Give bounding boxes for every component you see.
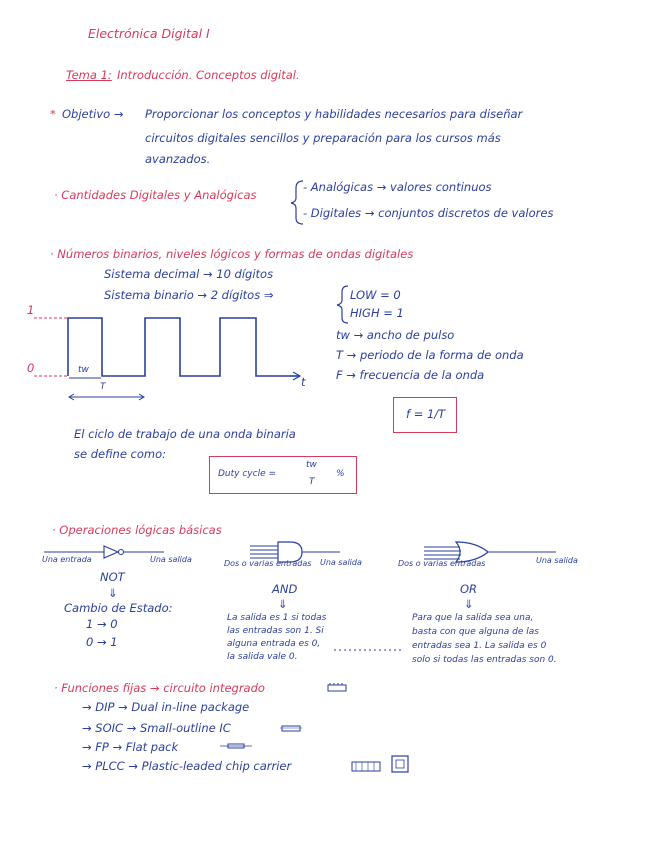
funciones-item-soic: → SOIC → Small-outline IC [82,721,231,735]
or-desc-1: Para que la salida sea una, [412,613,534,623]
duty-numerator: tw [306,460,317,470]
and-desc-3: alguna entrada es 0, [227,639,321,649]
objetivo-label: Objetivo → [62,107,124,121]
or-gate [456,542,488,562]
duty-label: Duty cycle = [218,469,277,479]
def-period: T → periodo de la forma de onda [336,348,524,362]
cycle-text-2: se define como: [74,447,167,461]
def-frequency: F → frecuencia de la onda [336,368,485,382]
and-arrow: ⇓ [278,597,288,611]
soic-package-sketch [280,726,302,731]
cantidades-brace [291,181,303,224]
and-gate [278,542,302,562]
dip-package-sketch [328,683,346,691]
tema-text: Introducción. Conceptos digital. [117,68,300,82]
binario-brace [337,286,348,323]
plcc-package-sketch [352,756,408,772]
funciones-item-fp: → FP → Flat pack [82,740,179,754]
or-output-label: Una salida [536,556,578,565]
not-desc-3: 0 → 1 [86,635,118,649]
period-label: T [100,382,106,392]
sistema-decimal: Sistema decimal → 10 dígitos [104,267,274,281]
or-desc-3: entradas sea 1. La salida es 0 [412,641,547,651]
funciones-item-plcc: → PLCC → Plastic-leaded chip carrier [82,759,292,773]
or-desc-2: basta con que alguna de las [412,627,539,637]
funciones-heading: · Funciones fijas → circuito integrado [54,681,265,695]
operaciones-heading: · Operaciones lógicas básicas [52,523,222,537]
tema-label: Tema 1: [66,68,112,82]
funciones-item-dip: → DIP → Dual in-line package [82,700,250,714]
not-input-label: Una entrada [42,555,92,564]
or-input-label: Dos o varias entradas [398,559,486,568]
and-desc-1: La salida es 1 si todas [227,613,327,623]
bullet-star: * [50,107,56,121]
level-1-label: 1 [27,303,35,317]
def-tw: tw → ancho de pulso [336,328,455,342]
not-output-label: Una salida [150,555,192,564]
and-desc-2: las entradas son 1. Si [227,626,324,636]
binarios-heading: · Números binarios, niveles lógicos y formas de ondas digitales [50,247,414,261]
fp-package-sketch [220,744,252,748]
not-desc-2: 1 → 0 [86,617,118,631]
square-wave [68,318,300,376]
objetivo-line-2: circuitos digitales sencillos y preparación para los cursos más [145,131,501,145]
cycle-text-1: El ciclo de trabajo de una onda binaria [74,427,296,441]
cantidades-heading: · Cantidades Digitales y Analógicas [54,188,257,202]
and-desc-4: la salida vale 0. [227,652,298,662]
or-desc-4: solo si todas las entradas son 0. [412,655,557,665]
page-title: Electrónica Digital I [88,26,210,41]
low-value: LOW = 0 [350,288,401,302]
time-axis-label: t [301,375,306,389]
tw-label: tw [78,365,89,375]
duty-denominator: T [309,477,315,487]
not-gate [104,546,118,558]
or-arrow: ⇓ [464,597,474,611]
not-arrow: ⇓ [108,586,118,600]
duty-percent: % [336,469,345,479]
objetivo-line-3: avanzados. [145,152,211,166]
cantidades-digital: - Digitales → conjuntos discretos de valores [303,206,554,220]
sistema-binario: Sistema binario → 2 dígitos ⇒ [104,288,274,302]
and-input-label: Dos o varias entradas [224,559,312,568]
level-0-label: 0 [27,361,35,375]
and-name: AND [272,582,298,596]
objetivo-line-1: Proporcionar los conceptos y habilidades necesarios para diseñar [145,107,523,121]
or-name: OR [460,582,478,596]
not-name: NOT [100,570,125,584]
high-value: HIGH = 1 [350,306,404,320]
not-desc-1: Cambio de Estado: [64,601,173,615]
and-output-label: Una salida [320,558,362,567]
cantidades-analog: - Analógicas → valores continuos [303,180,492,194]
frequency-formula: f = 1/T [406,407,446,421]
